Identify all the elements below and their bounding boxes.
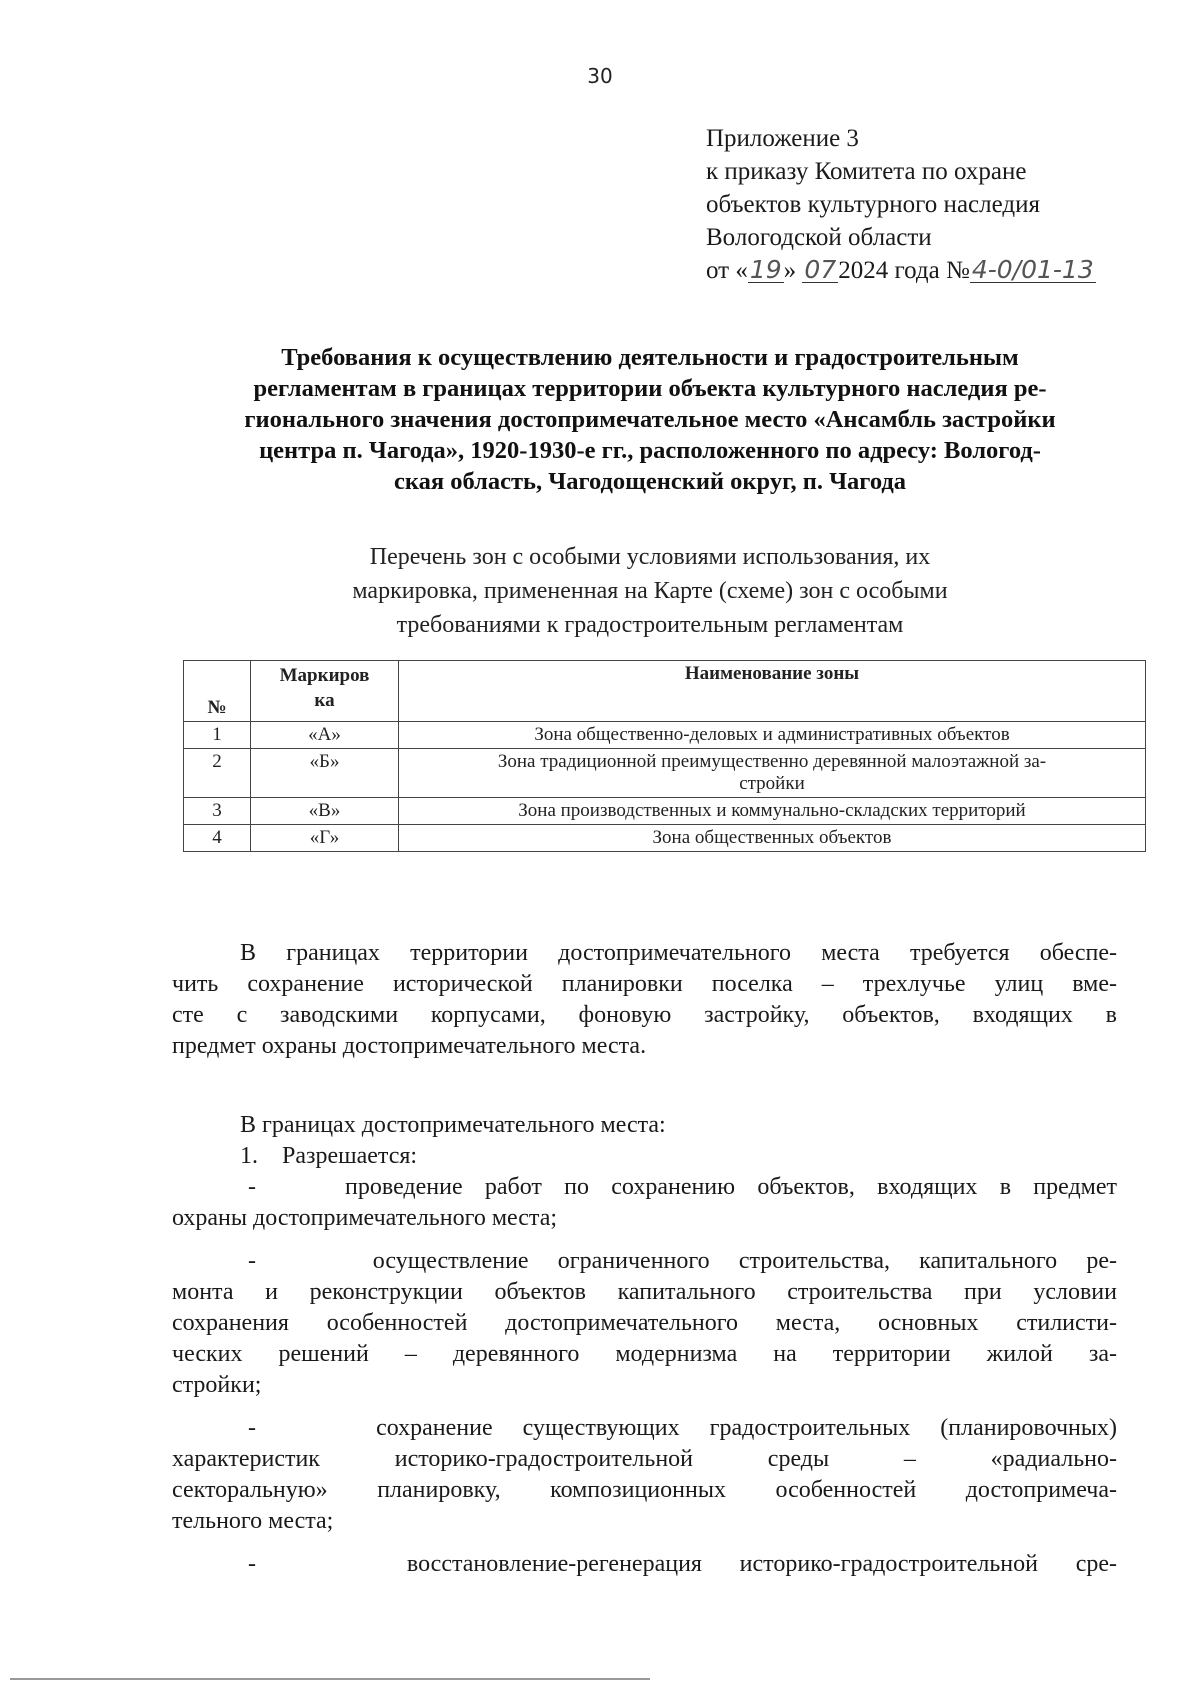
row-zone-name: Зона общественно-деловых и административных объектов [399,722,1146,749]
paragraph-preservation [172,938,1117,1062]
row-number: 1 [184,722,251,749]
table-row [184,722,1146,749]
handwritten-month: 07 [804,255,837,284]
document-title [185,342,1115,497]
appendix-line: объектов культурного наследия [706,191,1040,218]
header-number: № [184,661,251,722]
caption-line: Перечень зон с особыми условиями использования, их [369,544,931,570]
bullet-line: - осуществление ограниченного строительства, капитального ре- [248,1248,1117,1274]
header-marking [251,661,399,722]
title-line: ская область, Чагодощенский округ, п. Чагода [393,468,907,495]
date-year: 2024 года № [838,257,970,284]
bullet-line: ческих решений – деревянного модернизма на территории жилой за- [172,1341,1117,1367]
paragraph-intro: В границах достопримечательного места: [240,1112,666,1138]
page-number: 30 [587,64,613,88]
header-marking-line: ка [314,690,335,711]
bullet-line: монта и реконструкции объектов капитального строительства при условии [172,1279,1117,1305]
title-line: центра п. Чагода», 1920-1930-е гг., расположенного по адресу: Вологод- [259,437,1041,464]
zones-table [183,660,1146,852]
bullet-line: - сохранение существующих градостроительных (планировочных) [248,1415,1117,1441]
appendix-date-line [706,254,1096,287]
header-zone-name: Наименование зоны [399,661,1146,722]
row-zone-name [399,749,1146,798]
caption-line: маркировка, примененная на Карте (схеме) зон с особыми [352,578,948,604]
list-item-heading: 1. Разрешается: [240,1143,418,1169]
paragraph-line: чить сохранение исторической планировки поселка – трехлучье улиц вме- [172,971,1117,997]
title-line: Требования к осуществлению деятельности и градостроительным [281,344,1019,371]
row-marking: «А» [251,722,399,749]
zone-name-line: Зона традиционной преимущественно деревянной малоэтажной за- [497,751,1047,772]
bullet-line: стройки; [172,1372,262,1398]
bullet-line: - восстановление-регенерация историко-градостроительной сре- [248,1551,1117,1577]
paragraph-line: предмет охраны достопримечательного места. [172,1033,647,1059]
title-line: гионального значения достопримечательное место «Ансамбль застройки [244,406,1056,433]
zone-name-line: стройки [739,773,805,794]
paragraph-requirements [172,1110,1117,1580]
table-header-row [184,661,1146,722]
appendix-header [706,122,1096,287]
row-number: 3 [184,798,251,825]
table-row [184,798,1146,825]
bullet-line: - проведение работ по сохранению объектов, входящих в предмет [248,1174,1117,1200]
bullet-line: сохранения особенностей достопримечательного места, основных стилисти- [172,1310,1117,1336]
appendix-line: Вологодской области [706,224,932,251]
table-caption [210,540,1090,642]
row-number: 4 [184,825,251,852]
table-row [184,749,1146,798]
appendix-line: к приказу Комитета по охране [706,158,1027,185]
bullet-line: тельного места; [172,1508,334,1534]
date-mid: » [783,257,797,284]
bullet-line: характеристик историко-градостроительной среды – «радиально- [172,1446,1117,1472]
row-zone-name: Зона общественных объектов [399,825,1146,852]
bullet-line: секторальную» планировку, композиционных особенностей достопримеча- [172,1477,1117,1503]
row-number: 2 [184,749,251,798]
bullet-line: охраны достопримечательного места; [172,1205,558,1231]
row-marking: «Б» [251,749,399,798]
appendix-line: Приложение 3 [706,125,859,152]
handwritten-number: 4-0/01-13 [971,255,1094,284]
title-line: регламентам в границах территории объекта культурного наследия ре- [253,375,1047,402]
table-row [184,825,1146,852]
row-zone-name: Зона производственных и коммунально-складских территорий [399,798,1146,825]
paragraph-line: сте с заводскими корпусами, фоновую застройку, объектов, входящих в [172,1002,1117,1028]
row-marking: «В» [251,798,399,825]
date-prefix: от « [706,257,748,284]
handwritten-day: 19 [749,255,782,284]
header-marking-line: Маркиров [279,665,370,686]
paragraph-line: В границах территории достопримечательного места требуется обеспе- [240,940,1117,966]
caption-line: требованиями к градостроительным регламентам [396,612,904,638]
row-marking: «Г» [251,825,399,852]
scan-bottom-rule [10,1678,650,1680]
